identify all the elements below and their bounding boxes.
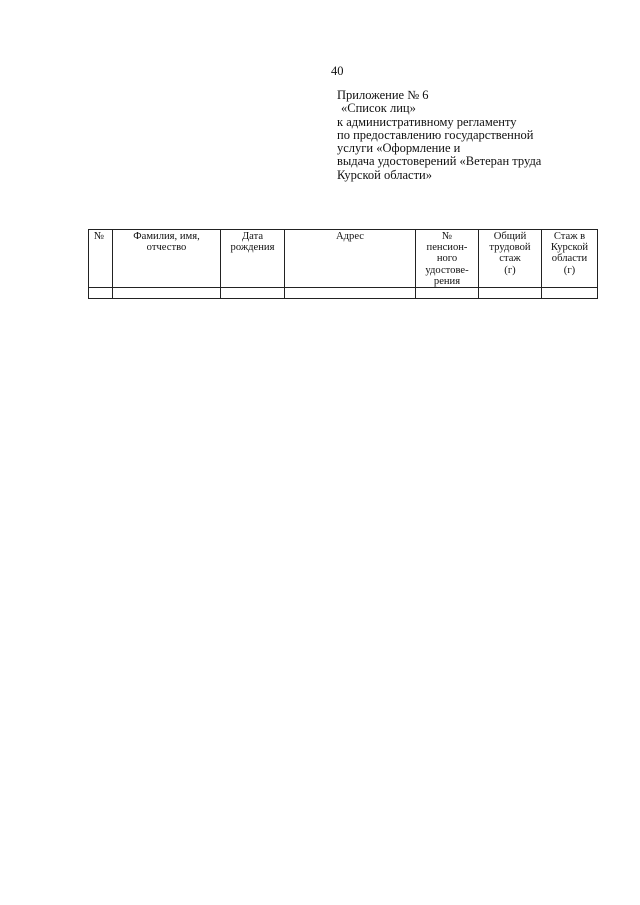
header-line: Стаж в: [553, 231, 586, 242]
header-line: Фамилия, имя,: [133, 231, 200, 242]
table-cell: [479, 288, 542, 299]
header-total-experience: [479, 230, 542, 288]
header-line: Курской: [550, 242, 589, 254]
appendix-line-regulation: к административному регламенту: [337, 114, 517, 129]
header-line: удостове-: [425, 264, 469, 276]
header-line: трудовой: [489, 242, 531, 254]
header-line: №: [441, 231, 453, 242]
page-number: 40: [331, 64, 344, 78]
header-address: [285, 230, 416, 288]
header-line: стаж: [499, 253, 521, 265]
header-line: Дата: [241, 231, 264, 242]
table-cell: [416, 288, 479, 299]
header-number: [89, 230, 113, 288]
appendix-line-service: услуги «Оформление и: [337, 141, 461, 156]
appendix-line-provision: по предоставлению государственной: [337, 127, 534, 142]
appendix-title: Приложение № 6: [337, 88, 429, 102]
header-line: области: [551, 253, 588, 265]
table-header-row: [89, 230, 598, 288]
header-line: ного: [436, 253, 458, 265]
header-line: отчество: [146, 242, 187, 254]
header-line: рождения: [230, 242, 275, 254]
header-certificate-number: [416, 230, 479, 288]
header-line: Общий: [493, 231, 527, 242]
header-full-name: [113, 230, 221, 288]
header-regional-experience: [542, 230, 598, 288]
header-line: пенсион-: [426, 242, 468, 254]
appendix-header: [337, 89, 617, 182]
appendix-line-region: Курской области»: [337, 167, 432, 182]
header-line: (г): [563, 264, 576, 276]
table-cell: [113, 288, 221, 299]
header-line: рения: [433, 275, 461, 287]
table-cell: [89, 288, 113, 299]
header-line: №: [94, 231, 105, 242]
appendix-line-issuance: выдача удостоверений «Ветеран труда: [337, 154, 542, 169]
table-cell: [285, 288, 416, 299]
table-cell: [542, 288, 598, 299]
header-line: Адрес: [335, 231, 364, 242]
header-line: (г): [504, 264, 516, 276]
header-birth-date: [221, 230, 285, 288]
table-row: [89, 288, 598, 299]
appendix-list-name: «Список лиц»: [341, 101, 416, 116]
table-cell: [221, 288, 285, 299]
persons-list-table: [88, 229, 598, 299]
